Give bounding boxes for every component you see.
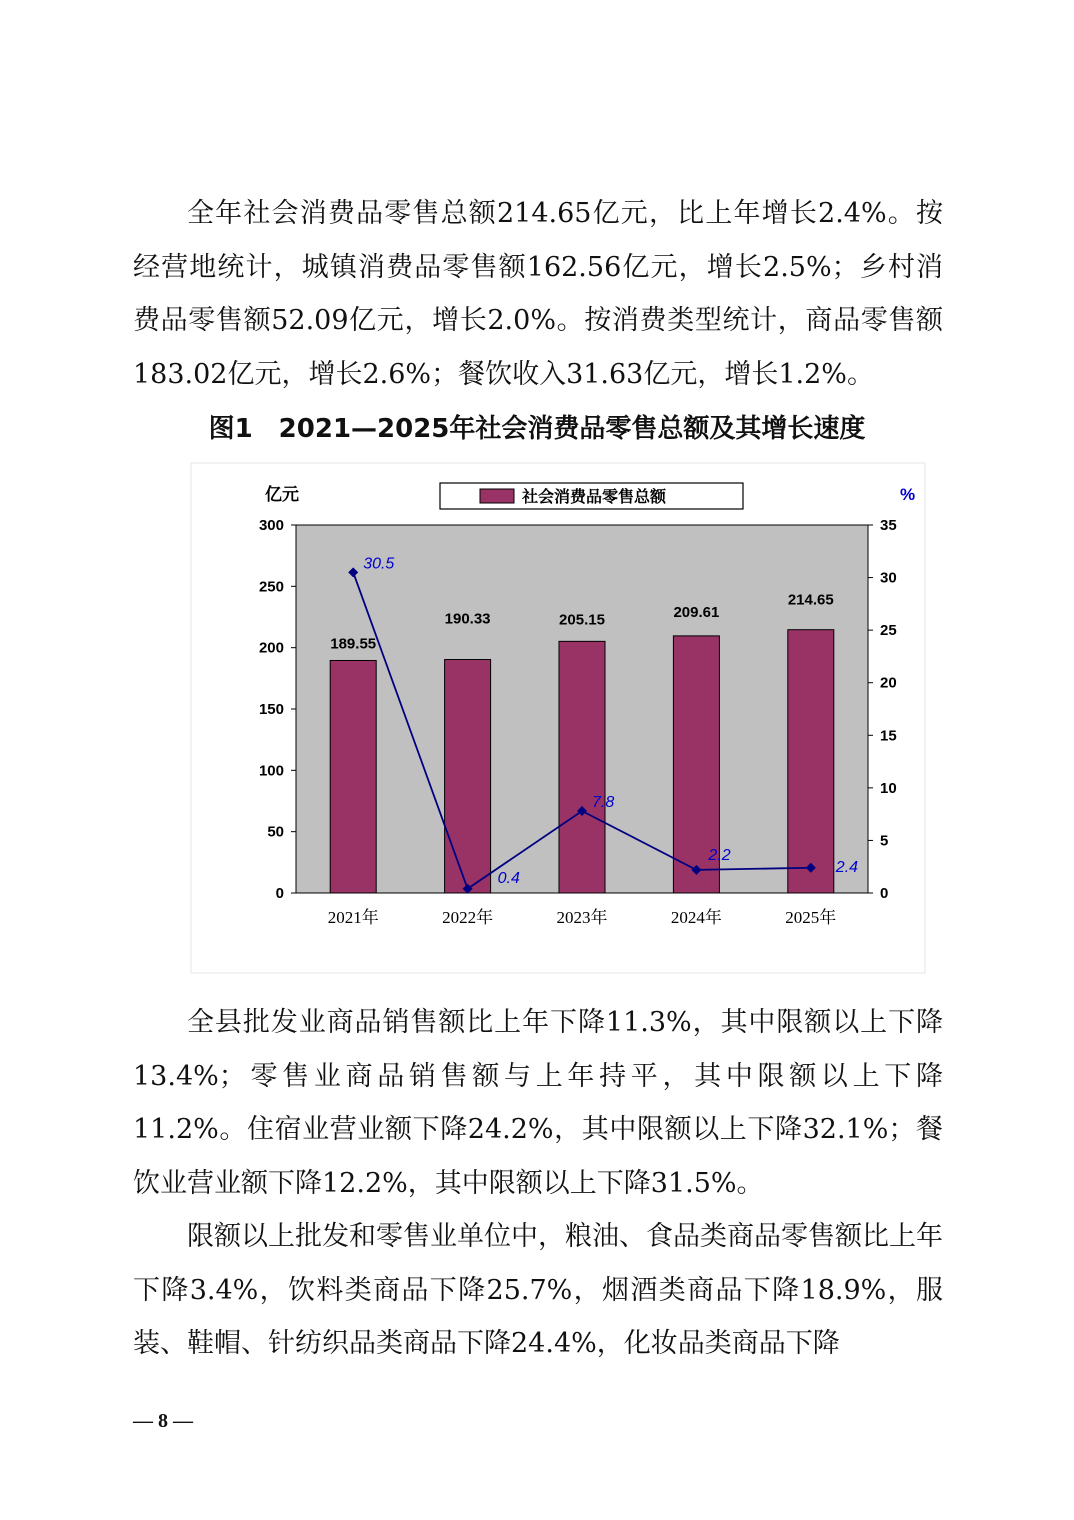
- bar-value-label: 189.55: [330, 635, 377, 653]
- left-axis-tick-label: 100: [258, 762, 284, 780]
- bar-value-label: 209.61: [673, 603, 720, 621]
- growth-value-label: 30.5: [363, 555, 395, 573]
- legend-label: 社会消费品零售总额: [522, 489, 667, 506]
- right-axis-tick-label: 15: [880, 727, 897, 745]
- bar: [445, 660, 491, 893]
- growth-value-label: 0.4: [497, 869, 520, 887]
- right-axis-tick-label: 30: [880, 569, 897, 587]
- category-label: 2023年: [556, 908, 608, 927]
- left-axis-tick-label: 300: [258, 517, 284, 534]
- bar-value-label: 214.65: [787, 591, 834, 609]
- figure-title-text: 2021—2025年社会消费品零售总额及其增长速度: [278, 414, 866, 444]
- figure-title: [0, 411, 1074, 447]
- retail-sales-chart: [190, 462, 926, 974]
- figure-number: 图1: [208, 414, 253, 444]
- bar-value-label: 190.33: [444, 610, 491, 628]
- chart-svg: [190, 462, 926, 974]
- right-axis-tick-label: 20: [880, 674, 897, 692]
- left-axis-tick-label: 150: [258, 701, 284, 718]
- right-axis-tick-label: 35: [880, 517, 897, 534]
- category-label: 2025年: [785, 908, 837, 927]
- right-axis-tick-label: 10: [880, 779, 897, 797]
- left-axis-tick-label: 0: [275, 885, 284, 902]
- category-label: 2022年: [442, 908, 494, 927]
- page-number: — 8 —: [133, 1410, 193, 1432]
- category-label: 2021年: [327, 908, 379, 927]
- left-axis-unit-label: 亿元: [265, 485, 299, 504]
- left-axis-tick-label: 250: [258, 578, 284, 596]
- right-axis-tick-label: 5: [880, 832, 889, 850]
- left-axis-tick-label: 200: [258, 639, 284, 657]
- bar-value-label: 205.15: [559, 611, 605, 629]
- retail-summary-paragraph: 全年社会消费品零售总额214.65亿元，比上年增长2.4%。按经营地统计，城镇消费品零售额162.56亿元，增长2.5%；乡村消费品零售额52.09亿元，增长2.0%。按消费类型统计，商品零售额183.02亿元，增长2.6%；餐饮收入31.63亿元，增长1.2%。: [133, 198, 943, 390]
- category-label: 2024年: [670, 908, 722, 927]
- legend-swatch: [480, 489, 514, 503]
- right-axis-tick-label: 25: [880, 622, 897, 640]
- growth-value-label: 2.4: [835, 858, 859, 876]
- left-axis-tick-label: 50: [267, 823, 284, 841]
- category-summary-paragraph: 限额以上批发和零售业单位中，粮油、食品类商品零售额比上年下降3.4%，饮料类商品下降25.7%，烟酒类商品下降18.9%，服装、鞋帽、针纺织品类商品下降24.4%，化妆品类商品下降: [133, 1221, 943, 1359]
- growth-value-label: 2.2: [708, 846, 731, 864]
- right-axis-unit-label: %: [900, 485, 916, 504]
- right-axis-tick-label: 0: [880, 885, 889, 902]
- wholesale-summary-paragraph: 全县批发业商品销售额比上年下降11.3%，其中限额以上下降13.4%；零售业商品销售额与上年持平，其中限额以上下降11.2%。住宿业营业额下降24.2%，其中限额以上下降32.1%；餐饮业营业额下降12.2%，其中限额以上下降31.5%。: [133, 1007, 943, 1199]
- bar: [330, 660, 376, 893]
- growth-value-label: 7.8: [592, 793, 615, 811]
- bar: [559, 641, 605, 893]
- bar: [788, 630, 834, 893]
